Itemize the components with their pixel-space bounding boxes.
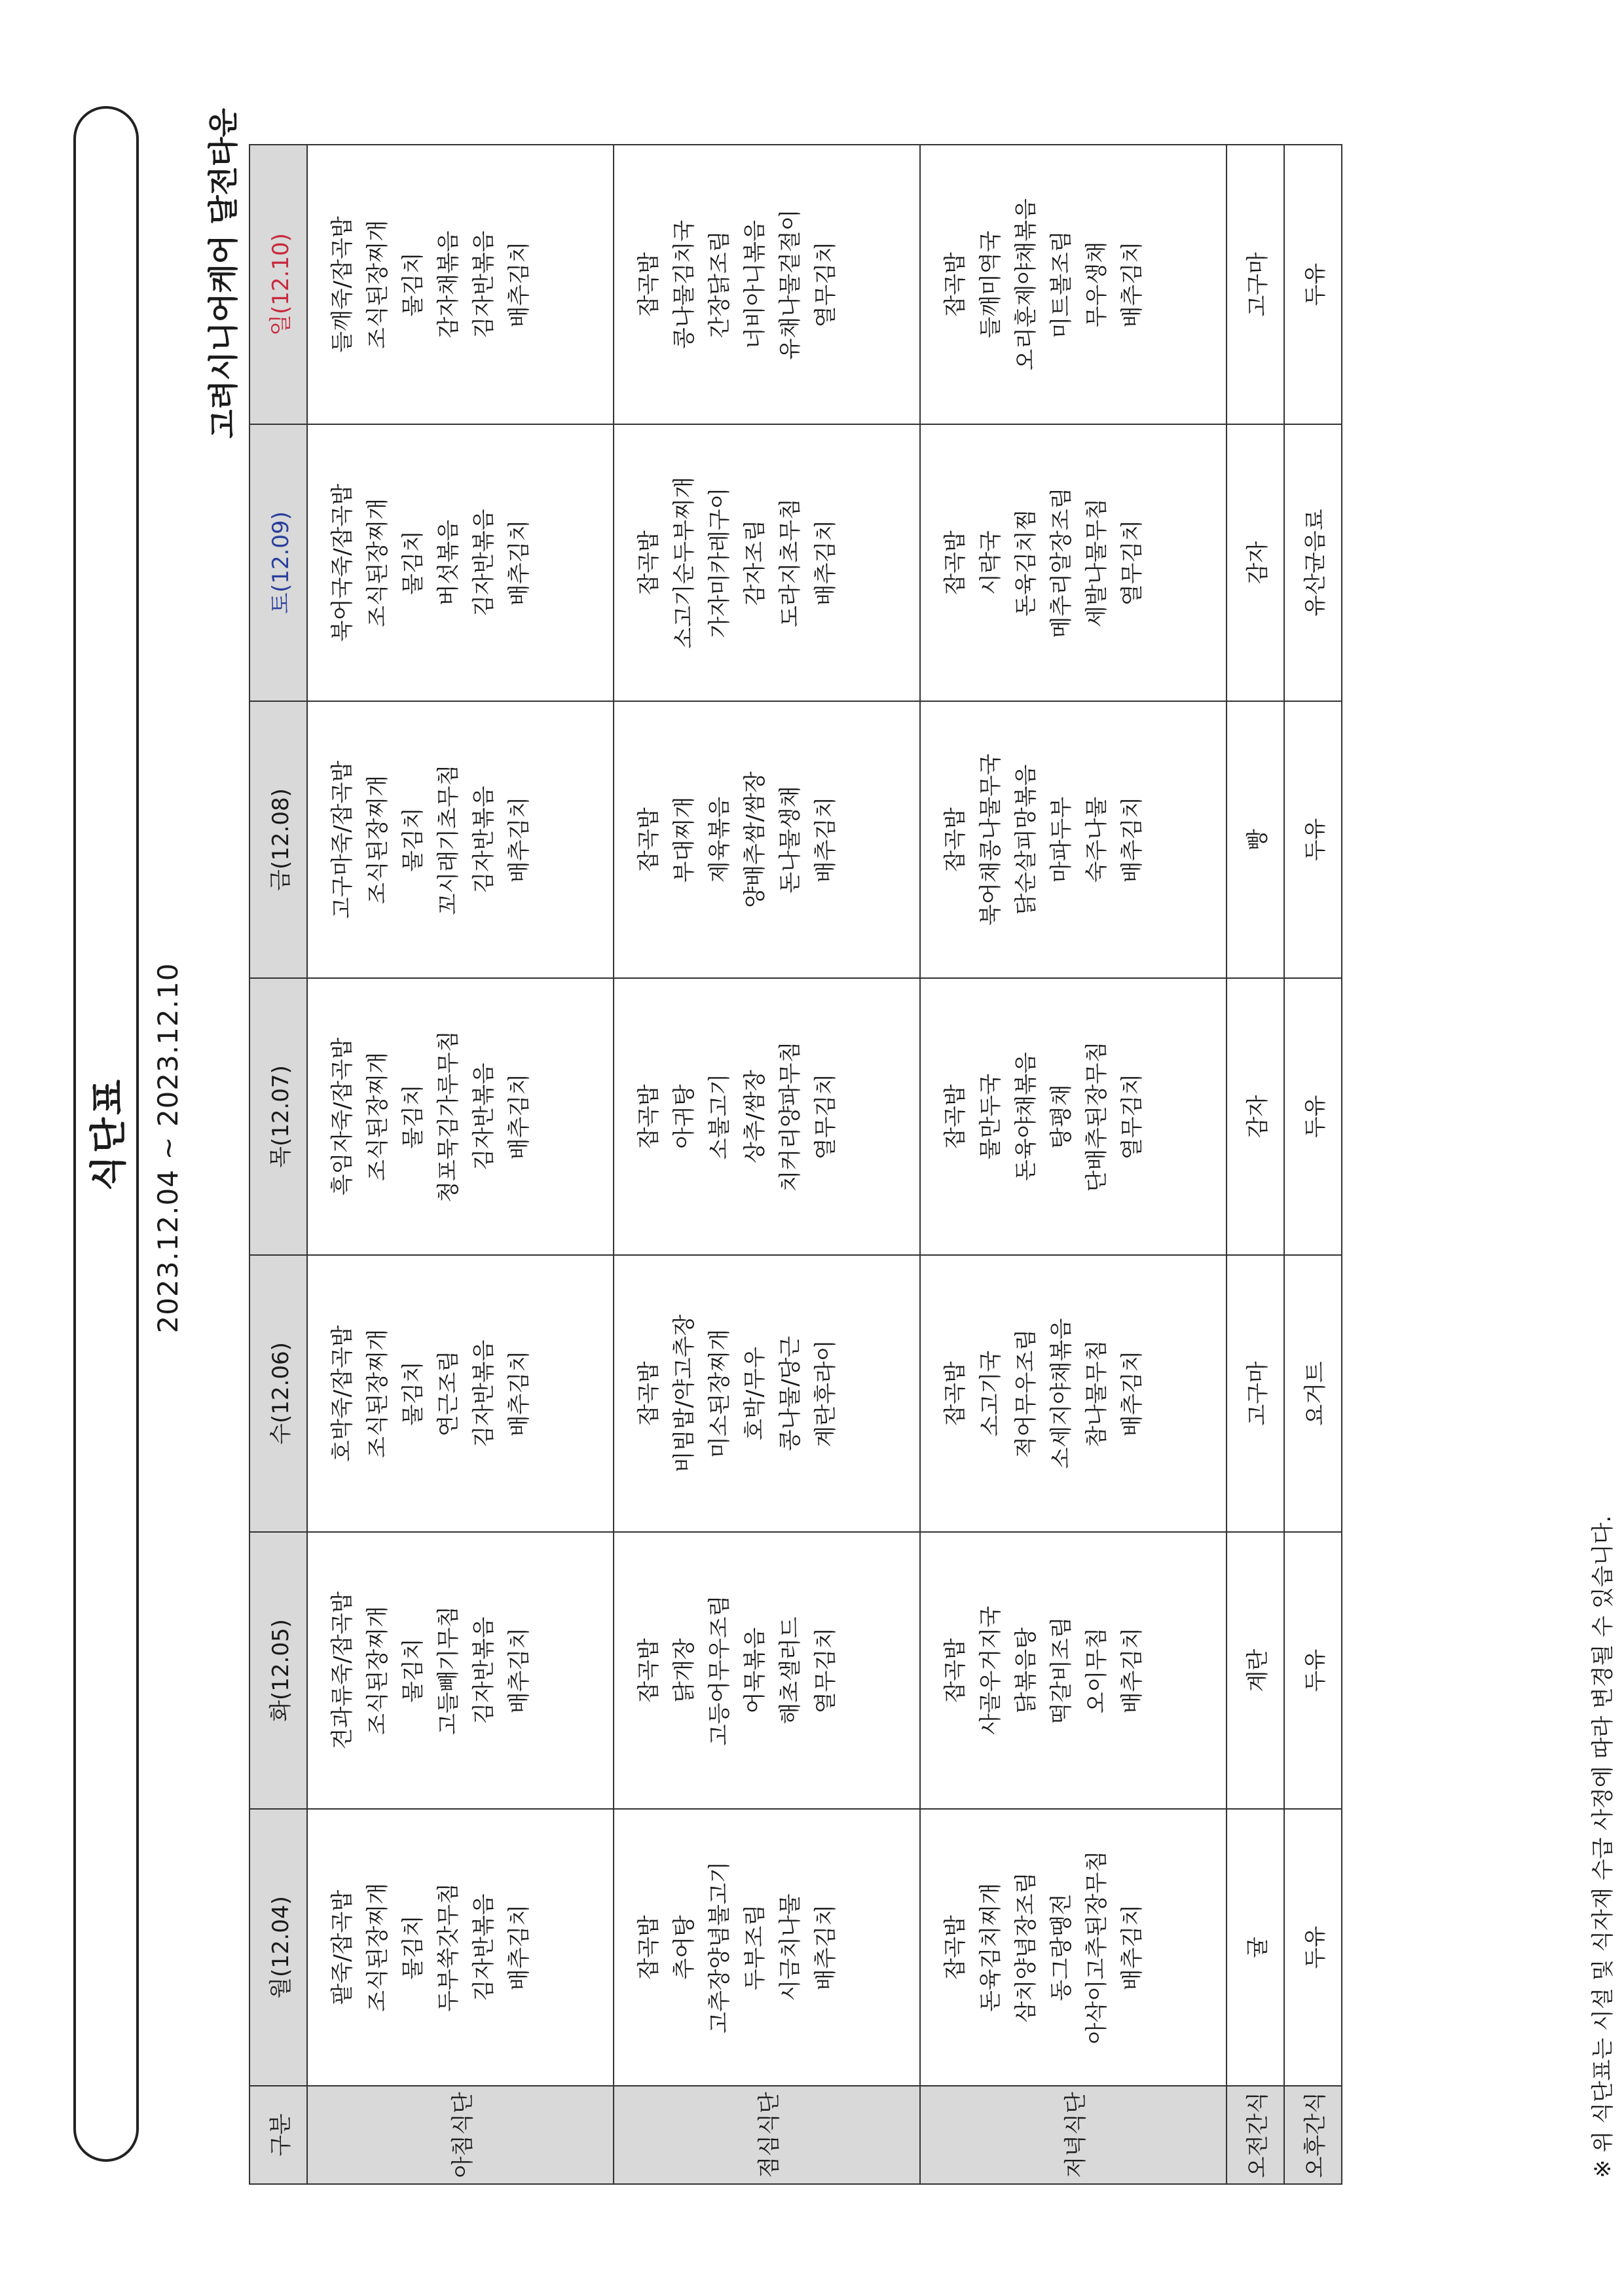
dish-item: 꼬시래기초무침	[435, 764, 462, 915]
snack-cell-mon: 두유	[1284, 1809, 1342, 2086]
dish-item: 팥죽/잡곡밥	[329, 1889, 356, 2005]
dish-item: 가자미카레구이	[707, 487, 733, 638]
facility-name: 고려시니어케어 달전타운	[206, 108, 241, 439]
snack-cell-wed: 고구마	[1227, 1255, 1284, 1532]
dish-item: 배추김치	[1119, 241, 1145, 328]
meal-cell-tue	[307, 1532, 614, 1809]
dish-item: 잡곡밥	[942, 530, 969, 595]
dish-item: 배추김치	[506, 796, 532, 883]
dish-item: 잡곡밥	[636, 1084, 662, 1149]
dish-item: 버섯볶음	[435, 519, 462, 606]
meal-table	[249, 144, 1342, 2185]
dish-item: 잡곡밥	[942, 1361, 969, 1426]
dish-item: 배추김치	[506, 1073, 532, 1160]
snack-cell-fri: 두유	[1284, 701, 1342, 978]
date-range: 2023.12.04 ~ 2023.12.10	[152, 962, 184, 1334]
snack-cell-sat: 유산균음료	[1284, 424, 1342, 701]
dish-item: 북어채콩나물무국	[978, 754, 1004, 926]
dish-item: 물김치	[400, 1361, 426, 1426]
dish-item: 물김치	[400, 1915, 426, 1980]
dish-item: 배추김치	[813, 1904, 839, 1991]
meal-cell-wed	[614, 1255, 920, 1532]
dish-item: 소불고기	[707, 1073, 733, 1160]
snack-row-label: 오전간식	[1227, 2086, 1284, 2184]
snack-cell-mon: 귤	[1227, 1809, 1284, 2086]
dish-item: 돈육김치찌개	[978, 1882, 1004, 2013]
dish-item: 잡곡밥	[636, 252, 662, 317]
dish-item: 콩나물/당근	[777, 1336, 803, 1451]
dish-item: 닭볶음탕	[1013, 1627, 1039, 1714]
dish-item: 배추김치	[506, 1350, 532, 1437]
dish-item: 청포묵김가루무침	[435, 1030, 462, 1203]
meal-row	[307, 145, 614, 2184]
day-header-mon: 월(12.04)	[249, 1809, 307, 2086]
dish-item: 조식된장찌개	[365, 1882, 391, 2013]
meal-row-label: 저녁식단	[920, 2086, 1227, 2184]
dish-item: 배추김치	[506, 519, 532, 606]
dish-item: 소고기국	[978, 1350, 1004, 1437]
dish-item: 열무김치	[813, 241, 839, 328]
dish-item: 단배추된장무침	[1084, 1041, 1110, 1192]
snack-cell-thu: 두유	[1284, 978, 1342, 1255]
dish-item: 적어무우조림	[1013, 1328, 1039, 1459]
dish-item: 물김치	[400, 1638, 426, 1703]
dish-item: 소고기순두부찌개	[671, 477, 697, 649]
dish-item: 잡곡밥	[636, 1638, 662, 1703]
dish-item: 비빔밥/약고추장	[671, 1314, 697, 1473]
dish-item: 도라지초무침	[777, 498, 803, 628]
day-header-fri: 금(12.08)	[249, 701, 307, 978]
snack-cell-thu: 감자	[1227, 978, 1284, 1255]
dish-item: 떡갈비조림	[1048, 1616, 1075, 1724]
dish-item: 숙주나물	[1084, 796, 1110, 883]
dish-item: 조식된장찌개	[365, 774, 391, 905]
dish-item: 김자반볶음	[471, 230, 497, 338]
meal-cell-tue	[614, 1532, 920, 1809]
category-header: 구분	[249, 2086, 307, 2184]
meal-cell-sun	[920, 145, 1227, 424]
dish-item: 김자반볶음	[471, 1893, 497, 2001]
dish-item: 감자채볶음	[435, 230, 462, 338]
dish-item: 메추리알장조림	[1048, 487, 1075, 638]
dish-item: 물김치	[400, 252, 426, 317]
dish-item: 열무김치	[813, 1627, 839, 1714]
dish-item: 조식된장찌개	[365, 219, 391, 350]
dish-item: 연근조림	[435, 1350, 462, 1437]
dish-item: 소세지야채볶음	[1048, 1318, 1075, 1469]
dish-item: 잡곡밥	[636, 807, 662, 872]
dish-item: 물김치	[400, 1084, 426, 1149]
dish-item: 미트볼조림	[1048, 230, 1075, 338]
dish-item: 열무김치	[813, 1073, 839, 1160]
dish-item: 부대찌개	[671, 796, 697, 883]
dish-item: 삼치양념장조림	[1013, 1872, 1039, 2023]
dish-item: 조식된장찌개	[365, 1051, 391, 1182]
dish-item: 상추/쌈장	[742, 1070, 768, 1163]
dish-item: 치커리양파무침	[777, 1041, 803, 1192]
dish-item: 김자반볶음	[471, 1616, 497, 1724]
dish-item: 배추김치	[1119, 796, 1145, 883]
dish-item: 잡곡밥	[942, 1915, 969, 1980]
day-header-wed: 수(12.06)	[249, 1255, 307, 1532]
dish-item: 잡곡밥	[942, 807, 969, 872]
dish-item: 돈나물생채	[777, 786, 803, 894]
meal-cell-sat	[920, 424, 1227, 701]
dish-item: 제육볶음	[707, 796, 733, 883]
dish-item: 호박/무우	[742, 1347, 768, 1440]
dish-item: 김자반볶음	[471, 786, 497, 894]
dish-item: 콩나물김치국	[671, 219, 697, 350]
dish-item: 잡곡밥	[636, 1915, 662, 1980]
snack-cell-sun: 두유	[1284, 145, 1342, 424]
meal-cell-sun	[614, 145, 920, 424]
dish-item: 사골우거지국	[978, 1605, 1004, 1736]
snack-cell-tue: 두유	[1284, 1532, 1342, 1809]
dish-item: 고등어무우조림	[707, 1595, 733, 1746]
meal-cell-sat	[614, 424, 920, 701]
dish-item: 오이무침	[1084, 1627, 1110, 1714]
meal-cell-sat	[307, 424, 614, 701]
dish-item: 탕평채	[1048, 1084, 1075, 1149]
meal-cell-sun	[307, 145, 614, 424]
meal-cell-tue	[920, 1532, 1227, 1809]
dish-item: 미소된장찌개	[707, 1328, 733, 1459]
day-header-sun: 일(12.10)	[249, 145, 307, 424]
meal-cell-fri	[614, 701, 920, 978]
meal-row	[920, 145, 1227, 2184]
meal-row	[614, 145, 920, 2184]
dish-item: 들깨죽/잡곡밥	[329, 216, 356, 353]
snack-row	[1284, 145, 1342, 2184]
day-header-sat: 토(12.09)	[249, 424, 307, 701]
dish-item: 추어탕	[671, 1915, 697, 1980]
snack-cell-wed: 요거트	[1284, 1255, 1342, 1532]
dish-item: 배추김치	[813, 519, 839, 606]
dish-item: 간장닭조림	[707, 230, 733, 338]
dish-item: 고추장양념불고기	[707, 1861, 733, 2033]
header-row	[249, 145, 307, 2184]
meal-cell-mon	[920, 1809, 1227, 2086]
dish-item: 닭개장	[671, 1638, 697, 1703]
dish-item: 잡곡밥	[636, 1361, 662, 1426]
dish-item: 고들빼기무침	[435, 1605, 462, 1736]
meal-cell-thu	[920, 978, 1227, 1255]
dish-item: 조식된장찌개	[365, 1328, 391, 1459]
snack-cell-fri: 빵	[1227, 701, 1284, 978]
dish-item: 조식된장찌개	[365, 1605, 391, 1736]
meal-cell-fri	[307, 701, 614, 978]
dish-item: 해초샐러드	[777, 1616, 803, 1724]
snack-row-label: 오후간식	[1284, 2086, 1342, 2184]
meal-row-label: 아침식단	[307, 2086, 614, 2184]
dish-item: 잡곡밥	[942, 1084, 969, 1149]
dish-item: 물만두국	[978, 1073, 1004, 1160]
dish-item: 닭순살피망볶음	[1013, 764, 1039, 915]
meal-cell-thu	[614, 978, 920, 1255]
dish-item: 고구마죽/잡곡밥	[329, 760, 356, 919]
dish-item: 김자반볶음	[471, 509, 497, 617]
dish-item: 물김치	[400, 807, 426, 872]
dish-item: 배추김치	[1119, 1904, 1145, 1991]
dish-item: 아귀탕	[671, 1084, 697, 1149]
dish-item: 계란후라이	[813, 1339, 839, 1448]
dish-item: 아삭이고추된장무침	[1084, 1850, 1110, 2045]
dish-item: 배추김치	[506, 1904, 532, 1991]
dish-item: 감자조림	[742, 519, 768, 606]
dish-item: 잡곡밥	[942, 252, 969, 317]
dish-item: 잡곡밥	[942, 1638, 969, 1703]
day-header-tue: 화(12.05)	[249, 1532, 307, 1809]
meal-cell-mon	[614, 1809, 920, 2086]
meal-cell-wed	[307, 1255, 614, 1532]
meal-cell-mon	[307, 1809, 614, 2086]
dish-item: 세발나물무침	[1084, 498, 1110, 628]
dish-item: 돈육야채볶음	[1013, 1051, 1039, 1182]
snack-row	[1227, 145, 1284, 2184]
dish-item: 배추김치	[1119, 1350, 1145, 1437]
day-header-thu: 목(12.07)	[249, 978, 307, 1255]
dish-item: 흑임자죽/잡곡밥	[329, 1037, 356, 1196]
dish-item: 오리훈제야채볶음	[1013, 198, 1039, 371]
dish-item: 두부쑥갓무침	[435, 1882, 462, 2013]
dish-item: 배추김치	[506, 1627, 532, 1714]
dish-item: 열무김치	[1119, 519, 1145, 606]
dish-item: 김자반볶음	[471, 1063, 497, 1171]
snack-cell-sat: 감자	[1227, 424, 1284, 701]
snack-cell-sun: 고구마	[1227, 145, 1284, 424]
dish-item: 두부조림	[742, 1904, 768, 1991]
dish-item: 물김치	[400, 530, 426, 595]
dish-item: 참나물무침	[1084, 1339, 1110, 1448]
dish-item: 호박죽/잡곡밥	[329, 1325, 356, 1462]
dish-item: 시금치나물	[777, 1893, 803, 2001]
dish-item: 동그랑땡전	[1048, 1893, 1075, 2001]
dish-item: 배추김치	[1119, 1627, 1145, 1714]
dish-item: 배추김치	[506, 241, 532, 328]
dish-item: 양배추쌈/쌈장	[742, 771, 768, 908]
meal-cell-wed	[920, 1255, 1227, 1532]
snack-cell-tue: 계란	[1227, 1532, 1284, 1809]
dish-item: 유채나물겉절이	[777, 209, 803, 360]
dish-item: 무우생채	[1084, 241, 1110, 328]
meal-cell-fri	[920, 701, 1227, 978]
dish-item: 북어국죽/잡곡밥	[329, 483, 356, 642]
footnote: ※ 위 식단표는 시설 및 식자재 수급 사정에 따라 변경될 수 있습니다.	[1590, 1515, 1616, 2178]
dish-item: 배추김치	[813, 796, 839, 883]
dish-item: 마파두부	[1048, 796, 1075, 883]
dish-item: 견과류죽/잡곡밥	[329, 1591, 356, 1750]
dish-item: 잡곡밥	[636, 530, 662, 595]
dish-item: 조식된장찌개	[365, 498, 391, 628]
dish-item: 김자반볶음	[471, 1339, 497, 1448]
dish-item: 들깨미역국	[978, 230, 1004, 338]
dish-item: 열무김치	[1119, 1073, 1145, 1160]
dish-item: 시락국	[978, 530, 1004, 595]
dish-item: 어묵볶음	[742, 1627, 768, 1714]
page-title: 식단표	[73, 106, 139, 2162]
meal-row-label: 점심식단	[614, 2086, 920, 2184]
dish-item: 돈육김치찜	[1013, 509, 1039, 617]
meal-cell-thu	[307, 978, 614, 1255]
dish-item: 너비아니볶음	[742, 219, 768, 350]
